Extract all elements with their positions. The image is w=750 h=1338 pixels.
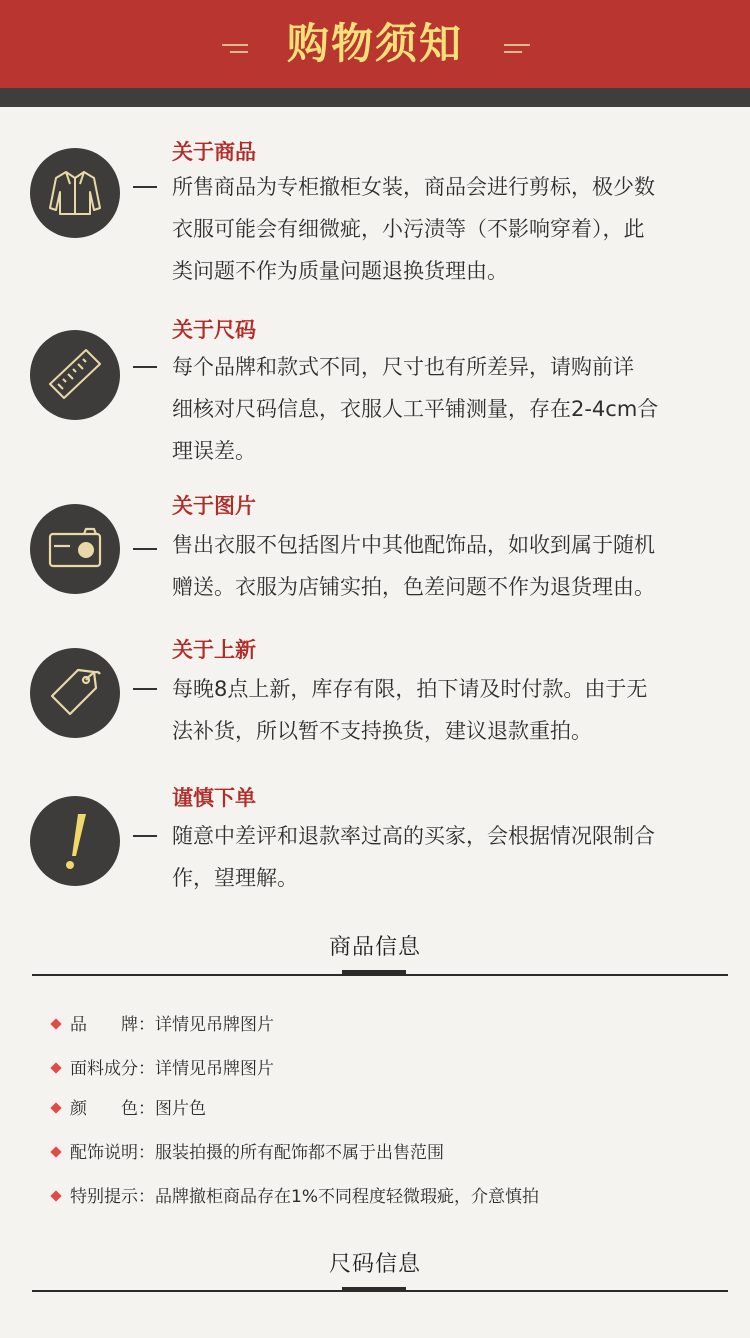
connector-dash bbox=[133, 548, 157, 550]
notice-line: 随意中差评和退款率过高的买家，会根据情况限制合 bbox=[172, 824, 655, 848]
page-title: 购物须知 bbox=[286, 19, 463, 68]
camera-icon bbox=[30, 504, 120, 594]
notice-line: 法补货，所以暂不支持换货，建议退款重拍。 bbox=[172, 719, 592, 743]
ruler-icon bbox=[30, 330, 120, 420]
diamond-bullet-icon bbox=[50, 1190, 61, 1201]
notice-line: 作，望理解。 bbox=[172, 866, 298, 890]
notice-title: 关于上新 bbox=[172, 638, 256, 662]
info-value: 品牌撤柜商品存在1%不同程度轻微瑕疵，介意慎拍 bbox=[155, 1187, 539, 1207]
section-divider-mark bbox=[342, 970, 406, 975]
info-label: 颜 色： bbox=[70, 1099, 155, 1119]
info-value: 详情见吊牌图片 bbox=[155, 1015, 274, 1035]
info-label: 面料成分： bbox=[70, 1059, 155, 1079]
header-strip bbox=[0, 88, 750, 107]
tag-icon bbox=[30, 648, 120, 738]
notice-body bbox=[172, 815, 722, 899]
info-label: 配饰说明： bbox=[70, 1143, 155, 1163]
info-value: 详情见吊牌图片 bbox=[155, 1059, 274, 1079]
notice-body bbox=[172, 668, 722, 752]
diamond-bullet-icon bbox=[50, 1146, 61, 1157]
notice-line: 售出衣服不包括图片中其他配饰品，如收到属于随机 bbox=[172, 533, 655, 557]
exclamation-icon bbox=[30, 796, 120, 886]
info-label: 品 牌： bbox=[70, 1015, 155, 1035]
notice-line: 衣服可能会有细微疵，小污渍等（不影响穿着），此 bbox=[172, 217, 645, 241]
notice-body bbox=[172, 524, 722, 608]
section-title-size-info: 尺码信息 bbox=[328, 1252, 421, 1277]
connector-dash bbox=[133, 835, 157, 837]
info-row bbox=[52, 1057, 274, 1081]
diamond-bullet-icon bbox=[50, 1062, 61, 1073]
info-row bbox=[52, 1097, 206, 1121]
info-label: 特别提示： bbox=[70, 1187, 155, 1207]
notice-title: 关于商品 bbox=[172, 140, 256, 164]
notice-title: 关于尺码 bbox=[172, 318, 256, 342]
jacket-icon bbox=[30, 148, 120, 238]
notice-body bbox=[172, 166, 722, 292]
info-row bbox=[52, 1141, 444, 1165]
info-value: 服装拍摄的所有配饰都不属于出售范围 bbox=[155, 1143, 444, 1163]
notice-title: 关于图片 bbox=[172, 494, 256, 518]
notice-body bbox=[172, 346, 722, 472]
info-row bbox=[52, 1013, 274, 1037]
diamond-bullet-icon bbox=[50, 1102, 61, 1113]
notice-line: 每晚8点上新，库存有限，拍下请及时付款。由于无 bbox=[172, 677, 648, 701]
notice-line: 每个品牌和款式不同，尺寸也有所差异，请购前详 bbox=[172, 355, 634, 379]
connector-dash bbox=[133, 366, 157, 368]
section-divider-mark bbox=[342, 1287, 406, 1292]
notice-line: 所售商品为专柜撤柜女装，商品会进行剪标，极少数 bbox=[172, 175, 655, 199]
section-title-product-info: 商品信息 bbox=[328, 935, 421, 960]
diamond-bullet-icon bbox=[50, 1018, 61, 1029]
info-row bbox=[52, 1185, 539, 1209]
notice-line: 赠送。衣服为店铺实拍，色差问题不作为退货理由。 bbox=[172, 575, 655, 599]
notice-title: 谨慎下单 bbox=[172, 786, 256, 810]
notice-line: 理误差。 bbox=[172, 439, 256, 463]
notice-line: 细核对尺码信息，衣服人工平铺测量，存在2-4cm合 bbox=[172, 397, 659, 421]
notice-line: 类问题不作为质量问题退换货理由。 bbox=[172, 259, 508, 283]
info-value: 图片色 bbox=[155, 1099, 206, 1119]
connector-dash bbox=[133, 688, 157, 690]
connector-dash bbox=[133, 186, 157, 188]
